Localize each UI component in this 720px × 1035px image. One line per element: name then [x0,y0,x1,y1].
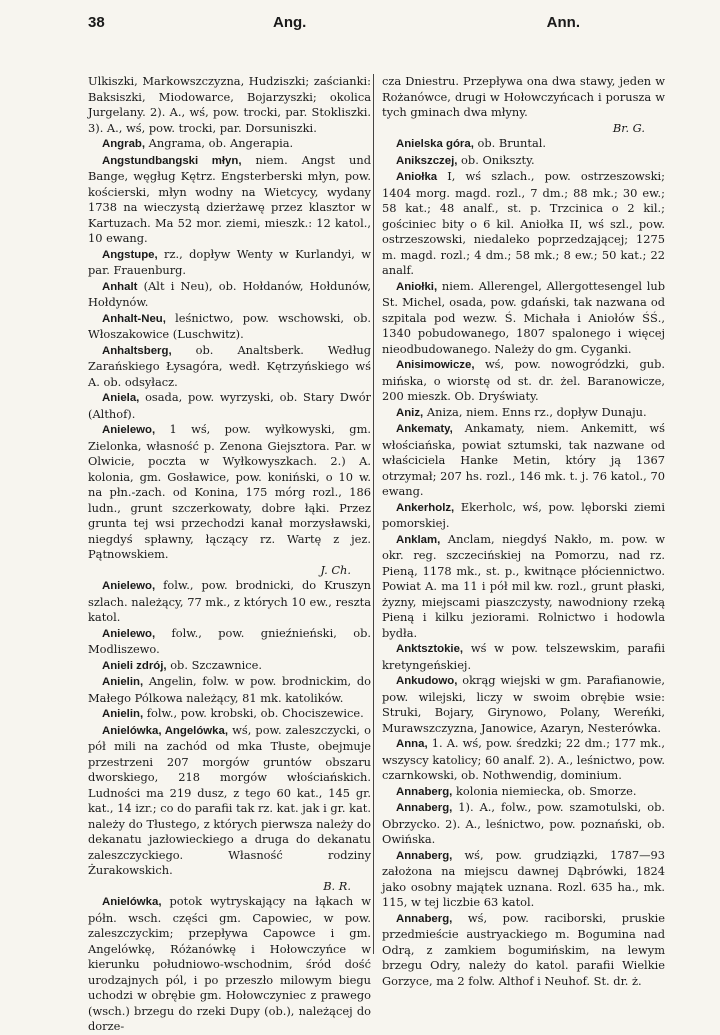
right-column [382,74,665,1004]
dictionary-entry [88,311,371,343]
entry-signature: B. R. [323,878,351,893]
dictionary-entry [382,911,665,990]
entry-text: 1 wś, pow. wyłkowyski, gm. Zielonka, własność p. Zenona Giejsztora. Par. w Olwicie, poczta w Wyłkowyszkach. 2.) A. kolonia, gm. Gosławice, pow. koniński, o 10 w. na płn.-zach. od Konina, 175 mórg rozl., 186 ludn., grunt szczerkowaty, dobre łąki. Przez grunta tej wsi przechodzi kanał morzysławski, niegdyś spławny, łączący rz. Wartę z jez. Pątnowskiem. [88,422,371,561]
entry-headword: Angstundbangski młyn, [102,154,242,167]
entry-text: Ulkiszki, Markowszczyzna, Hudziszki; zaścianki: Baksiszki, Miodowarce, Bojarzyszki; okolica Jurgelany. 2). A., wś, pow. trocki, par. Stokliszki. 3). A., wś, pow. trocki, par. Dorsuniszki. [88,74,371,135]
entry-signature: J. Ch. [320,562,351,577]
entry-headword: Anielin, [102,676,144,688]
entry-headword: Ankematy, [396,423,453,435]
entry-headword: Anhaltsberg, [102,344,172,357]
entry-text: cza Dniestru. Przepływa ona dwa stawy, jeden w Rożanówce, drugi w Hołowczyńcach i porusza w tych gminach dwa młyny. [382,74,665,119]
entry-signature: Br. G. [612,120,645,135]
dictionary-entry [88,894,371,1035]
dictionary-entry [88,626,371,658]
entry-headword: Anielska góra, [396,138,474,150]
dictionary-entry [88,658,371,675]
entry-text: folw., pow. krobski, ob. Chociszewice. [146,706,364,720]
page-header [88,14,615,42]
entry-text: I, wś szlach., pow. ostrzeszowski; 1404 morg. magd. rozl., 7 dm.; 88 mk.; 30 ew.; 58 kat.; 48 analf., st. p. Trzcinica o 2 kil.; gościniec bity o 6 kil. Aniołka II, wś szl., pow. ostrzeszowski, niedaleko poprzedzającej; 1275 m. magd. rozl.; 4 dm.; 58 mk.; 8 ew.; 50 kat.; 22 analf. [382,169,665,277]
dictionary-entry [88,578,371,626]
entry-text: folw., pow. gnieźnieński, ob. Modliszewo. [88,625,371,656]
entry-text: 1. A. wś, pow. średzki; 22 dm.; 177 mk., wszyscy katolicy; 60 analf. 2). A., leśnictwo, pow. czarnkowski, ob. Nothwendig, dominium. [382,736,665,782]
entry-text: niem. Allerengel, Allergottesengel lub St. Michel, osada, pow. gdański, tak nazwana od szpitala pod wezw. Ś. Michała i Aniołów ŚŚ., 1340 pobudowanego, 1807 spalonego i więcej nieodbudowanego. Należy do gm. Cyganki. [382,278,666,356]
entry-text: kolonia niemiecka, ob. Smorze. [455,783,637,798]
entry-text: niem. Angst und Bange, węgług Kętrz. Engsterberski młyn, pow. kościerski, młyn wodny na Wietcycy, wydany 1738 na wieczystą dzierżawę przez klasztor w Kartuzach. Ma 52 mor. ziemi, mieszk.: 12 katol., 10 ewang. [88,152,371,245]
entry-text: Angelin, folw. w pow. brodnickim, do Małego Pólkowa należący, 81 mk. katolików. [88,674,371,705]
entry-text: ob. Szczawnice. [170,657,263,672]
dictionary-entry [88,723,371,895]
entry-text: ob. Onikszty. [461,152,535,167]
dictionary-entry [382,421,665,500]
entry-text: Ankamaty, niem. Ankemitt, wś włościańska, powiat sztumski, tak nazwane od właściciela Hanke Metin, który ją 1367 otrzymał; 207 hs. rozl., 146 mk. t. j. 76 katol., 70 ewang. [382,421,665,498]
entry-text: rz., dopływ Wenty w Kurlandyi, w par. Frauenburg. [88,246,371,277]
dictionary-entry [88,706,371,723]
entry-text: folw., pow. brodnicki, do Kruszyn szlach. należący, 77 mk., z których 10 ew., reszta katol. [88,578,371,624]
entry-text: wś, pow. grudziązki, 1787—93 założona na miejscu dawnej Dąbrówki, 1824 jako osobny majątek uznana. Rozl. 635 ha., mk. 115, w tej liczbie 63 katol. [382,847,665,909]
entry-headword: Anisimowicze, [396,359,475,371]
entry-headword: Angstupe, [102,248,158,261]
entry-text: Aniza, niem. Enns rz., dopływ Dunaju. [426,404,647,419]
column-divider [373,74,374,954]
entry-text: Anclam, niegdyś Nakło, m. pow. w okr. reg. szczecińskiej na Pomorzu, nad rz. Pieną, 1178 mk., st. p., kwitnące płóciennictwo. Powiat A. ma 11 i pół mil kw. rozl., grunt płaski, żyzny, miejscami piaszczysty, nawodniony rzeką Pieną i kilku jeziorami. Rolnictwo i hodowla bydła. [382,531,666,640]
entry-headword: Anhalt-Neu, [102,312,166,325]
entry-headword: Anielewo, [102,424,156,436]
dictionary-entry [88,390,371,422]
entry-headword: Ankerholz, [396,501,455,514]
entry-text: 1). A., folw., pow. szamotulski, ob. Obrzycko. 2). A., leśnictwo, pow. poznański, ob. Owińska. [382,800,666,846]
entry-text: Angrama, ob. Angerapia. [148,136,294,150]
entry-headword: Angrab, [102,138,146,150]
dictionary-entry [382,279,665,358]
dictionary-entry [88,674,371,706]
dictionary-entry [88,136,371,153]
entry-text: wś, pow. nowogródzki, gub. mińska, o wiorstę od st. dr. żel. Baranowicze, 200 mieszk. Ob. Dryświaty. [382,357,666,403]
entry-headword: Aniołki, [396,280,438,293]
entry-headword: Anielewo, [102,580,156,592]
dictionary-entry [382,673,665,736]
dictionary-entry [382,136,665,153]
entry-text: (Alt i Neu), ob. Hołdanów, Hołdunów, Hołdynów. [88,278,372,309]
dictionary-entry [382,784,665,801]
entry-headword: Annaberg, [396,912,453,925]
dictionary-entry [88,343,371,391]
entry-headword: Anikszczej, [396,154,458,167]
entry-text: potok wytryskający na łąkach w półn. wsch. części gm. Capowiec, w pow. zaleszczyckim; przepływa Capowce i gm. Angelówkę, Różanówkę i Hołowczyńce w kierunku południowo-wschodnim, śród dość urodzajnych pól, i po przeszło milowym biegu uchodzi w obrębie gm. Hołowczyniec z prawego (wsch.) brzegu do rzeki Dupy (ob.), należącej do dorze- [88,894,371,1033]
left-column [88,74,372,1033]
dictionary-entry [88,74,371,136]
entry-headword: Annaberg, [396,849,453,862]
entry-headword: Aniołka [396,171,438,183]
entry-headword: Anielin, [102,708,144,720]
entry-headword: Anielówka, Angelówka, [102,724,229,737]
entry-text: wś, pow. zaleszczycki, o pół mili na zachód od mka Tłuste, obejmuje przestrzeni 207 morgów gruntów obszaru dworskiego, 218 morgów włościańskich. Ludności ma 219 dusz, z tego 60 kat., 145 gr. kat., 14 izr.; co do parafii tak rz. kat. jak i gr. kat. należy do Tłustego, z których pierwsza należy do dekanatu jazłowieckiego a druga do dekanatu zaleszczyckiego. Własność rodziny Żurakowskich. [88,722,371,877]
entry-headword: Aniela, [102,392,140,404]
entry-headword: Ankudowo, [396,675,458,687]
dictionary-entry [382,405,665,422]
entry-text: wś, pow. raciborski, pruskie przedmieście austryackiego m. Bogumina nad Odrą, z zamkiem bogumińskim, na lewym brzegu Odry, należy do katol. parafii Wielkie Gorzyce, ma 2 folw. Althof i Neuhof. St. dr. ż. [382,910,665,988]
entry-text: leśnictwo, pow. wschowski, ob. Włoszakowice (Luschwitz). [88,310,371,341]
entry-headword: Anielówka, [102,896,162,908]
dictionary-entry [382,532,665,642]
dictionary-entry [88,153,371,247]
entry-headword: Anhalt [102,280,138,293]
dictionary-entry [382,800,665,848]
entry-headword: Anielewo, [102,627,156,640]
dictionary-entry [88,422,371,578]
dictionary-entry [382,74,665,136]
dictionary-entry [382,153,665,170]
dictionary-entry [382,357,665,405]
entry-text: Ekerholc, wś, pow. lęborski ziemi pomorskiej. [382,499,665,530]
entry-text: okrąg wiejski w gm. Parafianowie, pow. wilejski, liczy w swoim obrębie wsie: Struki, Bojary, Girynowo, Polany, Wereńki, Murawszczyzna, Janowice, Azaryn, Nesterówka. [382,673,665,735]
entry-text: osada, pow. wyrzyski, ob. Stary Dwór (Althof). [88,390,371,421]
entry-text: wś w pow. telszewskim, parafii kretyngeńskiej. [382,641,665,672]
entry-headword: Annaberg, [396,785,453,798]
dictionary-entry [382,736,665,784]
entry-text: ob. Bruntal. [477,136,547,150]
entry-headword: Aniz, [396,406,424,419]
entry-headword: Anieli zdrój, [102,659,167,672]
dictionary-entry [382,641,665,673]
right-guide-word: Ann. [546,14,580,31]
entry-headword: Annaberg, [396,802,453,814]
dictionary-entry [88,247,371,279]
dictionary-entry [88,279,371,311]
dictionary-entry [382,500,665,532]
entry-headword: Anklam, [396,533,441,546]
left-guide-word: Ang. [273,14,307,31]
entry-headword: Anktsztokie, [396,643,464,655]
dictionary-entry [382,169,665,279]
entry-text: ob. Analtsberk. Według Zarańskiego Łysagóra, wedł. Kętrzyńskiego wś A. ob. odsyłacz. [88,342,372,389]
page-number: 38 [88,14,105,31]
entry-headword: Anna, [396,738,428,750]
dictionary-entry [382,848,665,911]
